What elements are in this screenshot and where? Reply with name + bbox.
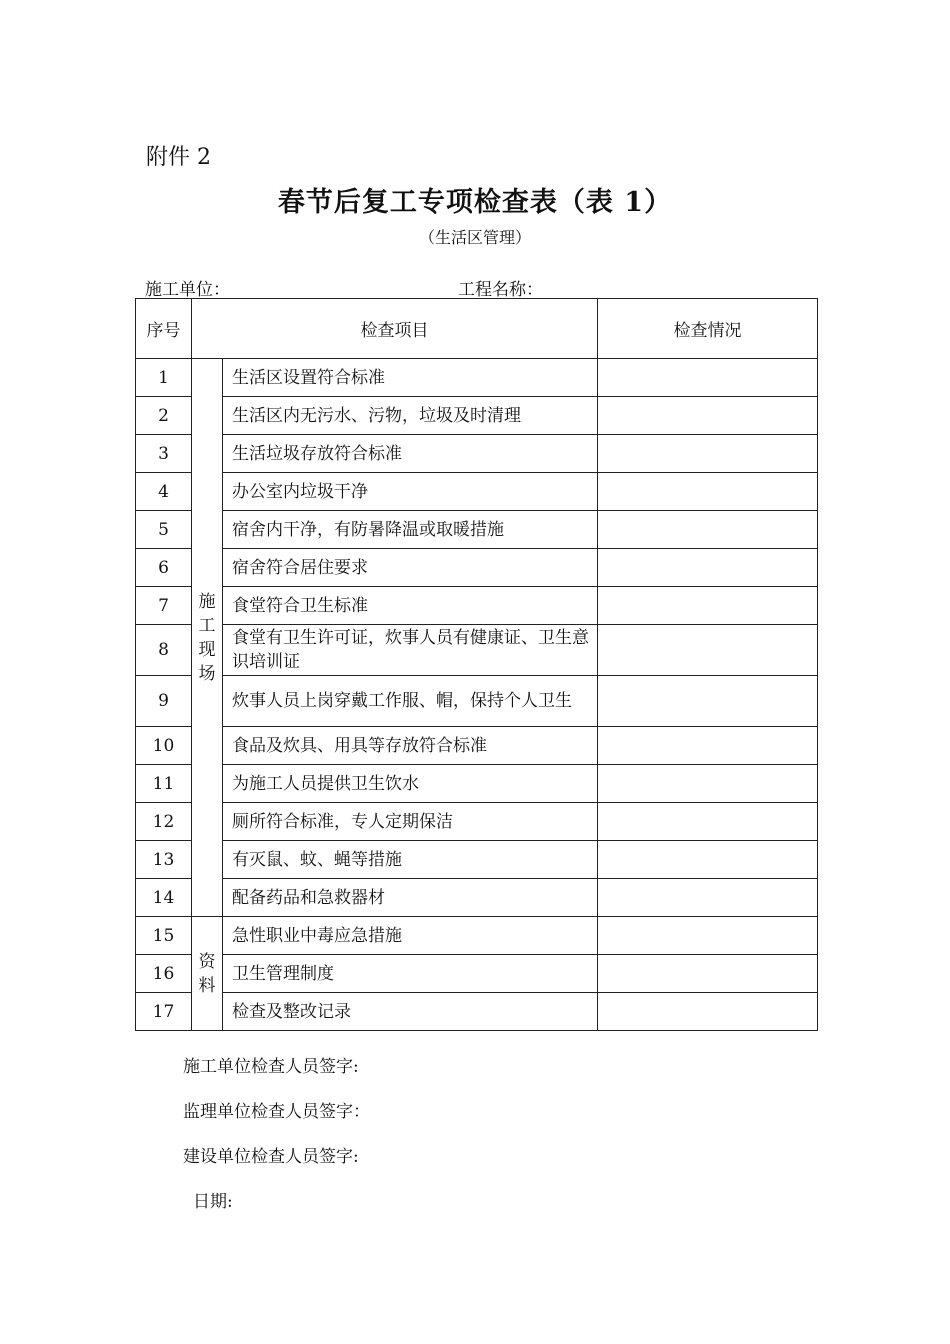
check-status-cell[interactable] [598,765,818,803]
table-row [136,955,818,993]
check-status-cell[interactable] [598,727,818,765]
check-item: 办公室内垃圾干净 [223,473,598,511]
check-status-cell[interactable] [598,917,818,955]
check-item: 生活区内无污水、污物，垃圾及时清理 [223,397,598,435]
table-row [136,727,818,765]
page-subtitle: （生活区管理） [418,228,531,247]
row-number: 16 [136,955,192,993]
contractor-signature-label: 施工单位检查人员签字: [183,1057,359,1077]
table-row [136,435,818,473]
check-status-cell[interactable] [598,803,818,841]
check-status-cell[interactable] [598,625,818,676]
attachment-label: 附件 2 [146,145,211,170]
header-status: 检查情况 [598,299,818,359]
table-row [136,803,818,841]
check-item: 炊事人员上岗穿戴工作服、帽，保持个人卫生 [223,676,598,727]
check-status-cell[interactable] [598,993,818,1031]
check-status-cell[interactable] [598,879,818,917]
row-number: 10 [136,727,192,765]
check-status-cell[interactable] [598,473,818,511]
row-number: 17 [136,993,192,1031]
check-status-cell[interactable] [598,511,818,549]
table-row [136,549,818,587]
row-number: 14 [136,879,192,917]
table-row [136,841,818,879]
table-row [136,397,818,435]
table-row [136,625,818,676]
row-number: 13 [136,841,192,879]
check-item: 为施工人员提供卫生饮水 [223,765,598,803]
table-row [136,359,818,397]
check-status-cell[interactable] [598,676,818,727]
check-item: 食堂符合卫生标准 [223,587,598,625]
row-number: 9 [136,676,192,727]
check-status-cell[interactable] [598,841,818,879]
page-title: 春节后复工专项检查表（表 1） [277,187,673,218]
row-number: 4 [136,473,192,511]
category-site [192,359,223,917]
table-row [136,676,818,727]
table-row [136,917,818,955]
check-item: 有灭鼠、蚊、蝇等措施 [223,841,598,879]
row-number: 6 [136,549,192,587]
check-item: 卫生管理制度 [223,955,598,993]
table-row [136,587,818,625]
row-number: 5 [136,511,192,549]
check-status-cell[interactable] [598,397,818,435]
check-item: 厕所符合标准，专人定期保洁 [223,803,598,841]
category-label: 施工现场 [198,591,216,684]
check-item: 食品及炊具、用具等存放符合标准 [223,727,598,765]
check-item: 检查及整改记录 [223,993,598,1031]
row-number: 15 [136,917,192,955]
category-docs [192,917,223,1031]
inspection-table [135,298,818,1031]
table-row [136,473,818,511]
category-label: 资料 [198,951,216,996]
date-label: 日期: [193,1192,233,1212]
check-status-cell[interactable] [598,359,818,397]
table-row [136,511,818,549]
check-item: 生活区设置符合标准 [223,359,598,397]
row-number: 11 [136,765,192,803]
header-item: 检查项目 [192,299,598,359]
construction-unit-label: 施工单位： [145,280,230,300]
check-status-cell[interactable] [598,955,818,993]
check-item: 食堂有卫生许可证，炊事人员有健康证、卫生意识培训证 [223,625,598,676]
check-status-cell[interactable] [598,587,818,625]
row-number: 7 [136,587,192,625]
row-number: 3 [136,435,192,473]
table-row [136,765,818,803]
row-number: 8 [136,625,192,676]
check-item: 宿舍符合居住要求 [223,549,598,587]
row-number: 2 [136,397,192,435]
check-item: 宿舍内干净，有防暑降温或取暖措施 [223,511,598,549]
check-item: 生活垃圾存放符合标准 [223,435,598,473]
header-seq: 序号 [136,299,192,359]
table-row [136,879,818,917]
row-number: 12 [136,803,192,841]
owner-signature-label: 建设单位检查人员签字: [183,1147,359,1167]
supervisor-signature-label: 监理单位检查人员签字： [183,1102,370,1122]
table-header-row [136,299,818,359]
check-item: 配备药品和急救器材 [223,879,598,917]
table-row [136,993,818,1031]
check-item: 急性职业中毒应急措施 [223,917,598,955]
row-number: 1 [136,359,192,397]
check-status-cell[interactable] [598,549,818,587]
project-name-label: 工程名称： [458,280,543,300]
check-status-cell[interactable] [598,435,818,473]
